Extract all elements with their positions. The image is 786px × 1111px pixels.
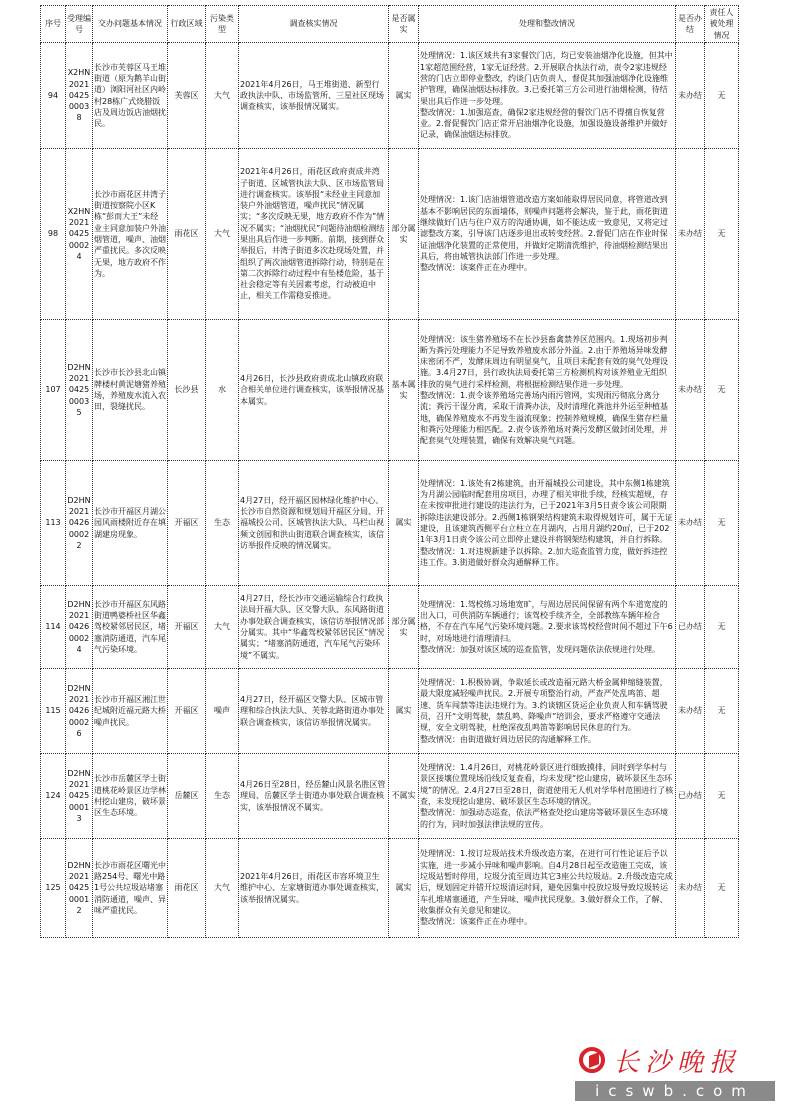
header-closed: 是否办结 (676, 6, 705, 43)
cell-issue: 长沙市雨花区曙光中路254号、曙光中路1号公共垃圾站堵塞消防通道，噪声、异味严重扰民。 (93, 839, 168, 938)
cell-id: D2HN2021042500035 (66, 320, 93, 461)
table-row (41, 149, 739, 320)
cell-no: 113 (41, 461, 66, 586)
cell-district: 开福区 (168, 586, 206, 669)
cell-id: D2HN2021042600022 (66, 461, 93, 586)
cell-investigation: 2021年4月26日，马王堆街道、新型行政执法中队、市场监管所、三星社区现场调查核实，该举报情况属实。 (239, 43, 389, 149)
cell-id: X2HN2021042500038 (66, 43, 93, 149)
header-district: 行政区域 (168, 6, 206, 43)
cell-accountability: 无 (705, 461, 739, 586)
cell-investigation: 2021年4月26日，雨花区市容环境卫生维护中心、左家塘街道办事处调查核实，该举报情况属实。 (239, 839, 389, 938)
cell-verified: 属实 (389, 839, 419, 938)
cell-closed: 未办结 (676, 43, 705, 149)
cell-type: 大气 (206, 149, 239, 320)
cell-verified: 部分属实 (389, 149, 419, 320)
cell-no: 125 (41, 839, 66, 938)
cell-district: 开福区 (168, 461, 206, 586)
cell-issue: 长沙市开福区湘江世纪城附近福元路大桥噪声扰民。 (93, 669, 168, 754)
header-issue: 交办问题基本情况 (93, 6, 168, 43)
cell-issue: 长沙市长沙县北山镇牌楼村黄泥塘猪养殖场，养殖废水流入农田，裂缝扰民。 (93, 320, 168, 461)
table-row (41, 754, 739, 839)
cell-issue: 长沙市雨花区井湾子街道按察院小区K栋“彭而大王”未经业主同意加装户外油烟管道，噪声、油烟严重扰民。多次反映无果，地方政府不作为。 (93, 149, 168, 320)
table-row (41, 586, 739, 669)
cell-issue: 长沙市开福区东风路街道鸭婆桥社区华鑫驾校紧邻居民区，堵塞消防通道，汽车尾气污染环境。 (93, 586, 168, 669)
cell-issue: 长沙市芙蓉区马王堆街道（原为鹅羊山街道）浏阳河社区内岭村28栋广式烧腊饭店及周边饭店油烟扰民。 (93, 43, 168, 149)
cell-no: 124 (41, 754, 66, 839)
cell-accountability: 无 (705, 43, 739, 149)
cell-handling: 处理情况：1.该区域共有3家餐饮门店，均已安装油烟净化设施，但其中1家超范围经营，1家无证经营。2.开展联合执法行动，责令2家违规经营的门店立即停业整改，约谈门店负责人，督促其加强油烟净化设施维护管理，确保油烟达标排放。3.已委托第三方公司进行油烟检测，待结果出具后作进一步处理。 整改情况：1.加强巡查，确保2家违规经营的餐饮门店不得擅自恢复营业。2.督促餐饮门店正常开启油烟净化设施，加强设施设备维护并做好记录，确保油烟达标排放。 (419, 43, 676, 149)
cell-type: 大气 (206, 43, 239, 149)
cell-closed: 未办结 (676, 320, 705, 461)
logo-url: icswb.com (575, 1081, 775, 1101)
cell-no: 114 (41, 586, 66, 669)
cell-closed: 未办结 (676, 461, 705, 586)
cell-handling: 处理情况：该生猪养殖场不在长沙县畜禽禁养区范围内。1.现场初步判断为粪污处理能力不足导致养殖废水部分外溢。2.由于养殖场异味发酵床密闭不严，发酵床周边有明显臭气，且项目未配套有效的臭气处理设施。3.4月27日，县行政执法局委托第三方检测机构对该养殖业无组织排放的臭气进行采样检测，将根据检测结果作进一步处理。 整改情况：1.责令该养殖场完善场内雨污管网，实现雨污彻底分离分流；粪污干湿分离，采取干清粪办法，及时清理化粪池并外运至种植基地，确保养殖废水不再发生溢流现象；控制养殖规模，确保生猪存栏量和粪污处理能力相匹配。2.责令该养殖场对粪污发酵区做封闭处理，并配套臭气处理装置，确保有效解决臭气问题。 (419, 320, 676, 461)
cell-verified: 属实 (389, 43, 419, 149)
cell-accountability: 无 (705, 320, 739, 461)
logo-mark-icon (579, 1047, 605, 1073)
cell-issue: 长沙市岳麓区学士街道桃花岭景区边学林村挖山建房，破坏景区生态环境。 (93, 754, 168, 839)
header-accountability: 责任人被处理情况 (705, 6, 739, 43)
cell-closed: 已办结 (676, 754, 705, 839)
cell-investigation: 4月26日，长沙县政府责成北山镇政府联合相关单位进行调查核实，该举报情况基本属实。 (239, 320, 389, 461)
header-investigation: 调查核实情况 (239, 6, 389, 43)
cell-id: D2HN2021042600026 (66, 669, 93, 754)
table-row (41, 839, 739, 938)
cell-closed: 未办结 (676, 839, 705, 938)
cell-accountability: 无 (705, 839, 739, 938)
cell-closed: 已办结 (676, 586, 705, 669)
cell-verified: 部分属实 (389, 586, 419, 669)
cell-district: 芙蓉区 (168, 43, 206, 149)
cell-district: 雨花区 (168, 839, 206, 938)
cell-accountability: 无 (705, 669, 739, 754)
cell-id: D2HN2021042600024 (66, 586, 93, 669)
cell-issue: 长沙市开福区月湖公园风雨楼附近存在填湖建房现象。 (93, 461, 168, 586)
cell-handling: 处理情况：1.按订垃圾站技术升级改造方案，在进行可行性论证后予以实施，进一步减小异味和噪声影响。自4月28日起至改造施工完成，该垃圾站暂时停用，垃圾分流至周边其它3座公共垃圾站。2.升级改造完成后，规划固定并错开垃圾清运时间，避免因集中投放垃圾导致垃圾转运车扎堆堵塞通道，产生异味、噪声扰民现象。3.做好群众工作，了解、收集群众有关意见和建议。 整改情况：该案件正在办理中。 (419, 839, 676, 938)
rectification-table (40, 5, 739, 938)
cell-verified: 属实 (389, 461, 419, 586)
header-id: 受理编号 (66, 6, 93, 43)
cell-id: D2HN2021042500012 (66, 839, 93, 938)
cell-no: 94 (41, 43, 66, 149)
header-verified: 是否属实 (389, 6, 419, 43)
cell-handling: 处理情况：1.该处有2栋建筑，由开福城投公司建设，其中东侧1栋建筑为月湖公园临时配套用房项目，办理了相关审批手续，经核实超规，存在未按审批进行建设的违法行为，已于2021年3月5日责令该公司限期拆除违法建设部分。2.西侧1栋钢架结构建筑未取得规划许可，属于无证建设，且该建筑西侧平台立柱立在月湖内，占用月湖约20㎡，已于2021年3月1日责令该公司立即停止建设并将钢架结构建筑，并自行拆除。 整改情况：1.对违规新建予以拆除。2.加大巡查监管力度，做好拆违控违工作。3.街道做好群众沟通解释工作。 (419, 461, 676, 586)
cell-no: 115 (41, 669, 66, 754)
cell-type: 生态 (206, 461, 239, 586)
cell-investigation: 2021年4月26日，雨花区政府责成井湾子街道、区城管执法大队、区市场监管局进行调查核实。该举报“未经业主同意加装户外油烟管道，噪声扰民”情况属实；“多次反映无果，地方政府不作为”情况不属实；“油烟扰民”问题待油烟检测结果出具后作进一步判断。前期，接到群众举报后，井湾子街道多次赴现场处置，并组织了两次油烟管道拆除行动，特别是在第二次拆除行动过程中有坠楼危险，基于社会稳定等有关因素考虑，行动被迫中止，相关工作需稳妥推进。 (239, 149, 389, 320)
cell-accountability: 无 (705, 754, 739, 839)
cell-type: 噪声 (206, 669, 239, 754)
cell-type: 大气 (206, 839, 239, 938)
header-type: 污染类型 (206, 6, 239, 43)
table-row (41, 669, 739, 754)
header-handling: 处理和整改情况 (419, 6, 676, 43)
cell-id: D2HN2021042500013 (66, 754, 93, 839)
cell-investigation: 4月27日，经开福区园林绿化维护中心、长沙市自然资源和规划局开福区分局、开福城投公司、区城管执法大队、马栏山视频文创园和洪山街道联合调查核实，该信访举报件反映的情况属实。 (239, 461, 389, 586)
cell-type: 大气 (206, 586, 239, 669)
table-row (41, 461, 739, 586)
table-row (41, 320, 739, 461)
cell-verified: 基本属实 (389, 320, 419, 461)
cell-handling: 处理情况：1.驾校练习场地宽旷，与周边居民间保留有两个车道宽度的出入口，可供消防车辆通行；该驾校手续齐全，全部教练车辆年检合格，不存在汽车尾气污染环境问题。2.要求该驾校经营时间不超过下午6时，对场地进行清理清扫。 整改情况：加强对该区域的巡查监管，发现问题依法依规进行处理。 (419, 586, 676, 669)
cell-district: 开福区 (168, 669, 206, 754)
cell-accountability: 无 (705, 149, 739, 320)
cell-district: 雨花区 (168, 149, 206, 320)
cell-type: 水 (206, 320, 239, 461)
cell-investigation: 4月27日，经开福区交警大队、区城市管理和综合执法大队、芙蓉北路街道办事处联合调查核实，该信访举报情况属实。 (239, 669, 389, 754)
cell-verified: 属实 (389, 669, 419, 754)
cell-handling: 处理情况：1.该门店油烟管道改造方案如能取得居民同意，将管道改到基本不影响居民的东面墙体，则噪声问题将会解决，鉴于此，雨花街道继续做好门店与住户双方的沟通协调，如不能达成一致意见，又将定过滤整改方案，引导该门店逐步退出或转变经营。2.督促门店在作业时保证油烟净化装置的正常使用，并做好定期清洗维护，待油烟检测结果出具后，将由城管执法部门作进一步处理。 整改情况：该案件正在办理中。 (419, 149, 676, 320)
header-no: 序号 (41, 6, 66, 43)
cell-closed: 未办结 (676, 149, 705, 320)
cell-type: 生态 (206, 754, 239, 839)
cell-id: X2HN2021042500024 (66, 149, 93, 320)
logo-name: 长沙晚报 (613, 1047, 742, 1078)
cell-verified: 不属实 (389, 754, 419, 839)
cell-handling: 处理情况：1.积极协调，争取延长或改造福元路大桥金属伸缩缝装置，最大限度减轻噪声扰民。2.开展专项整治行动，严查严处乱鸣笛、超速、货车闯禁等违法违规行为。3.约谈辖区货运企业负责人和车辆驾驶员，召开“文明驾驶，禁乱鸣、降噪声”培训会，要求严格遵守交通法规，安全文明驾驶，杜绝深夜乱鸣笛等影响居民休息的行为。 整改情况：由街道做好周边居民的沟通解释工作。 (419, 669, 676, 754)
cell-closed: 未办结 (676, 669, 705, 754)
cell-handling: 处理情况：1.4月26日，对桃花岭景区进行细致摸排，同时到学华村与景区接壤位置现场沿线反复查看，均未发现“挖山建房，破坏景区生态环境”的情况。2.4月27日至28日，街道使用无人机对学华村范围进行了核查，未发现挖山建房、破坏景区生态环境的情况。 整改情况：加强动态巡查，依法严格查处挖山建房等破坏景区生态环境的行为，同时加强法律法规的宣传。 (419, 754, 676, 839)
cell-accountability: 无 (705, 586, 739, 669)
cell-investigation: 4月26日至28日，经岳麓山风景名胜区管理局、岳麓区学士街道办事处联合调查核实，该举报情况不属实。 (239, 754, 389, 839)
cell-investigation: 4月27日，经长沙市交通运输综合行政执法局开福大队、区交警大队、东风路街道办事处联合调查核实，该信访举报情况部分属实。其中“华鑫驾校紧邻居民区”情况属实；“堵塞消防通道，汽车尾气污染环境”不属实。 (239, 586, 389, 669)
cell-district: 岳麓区 (168, 754, 206, 839)
cell-district: 长沙县 (168, 320, 206, 461)
newspaper-logo (575, 1043, 775, 1105)
table-row (41, 43, 739, 149)
cell-no: 107 (41, 320, 66, 461)
table-header-row (41, 6, 739, 43)
cell-no: 98 (41, 149, 66, 320)
